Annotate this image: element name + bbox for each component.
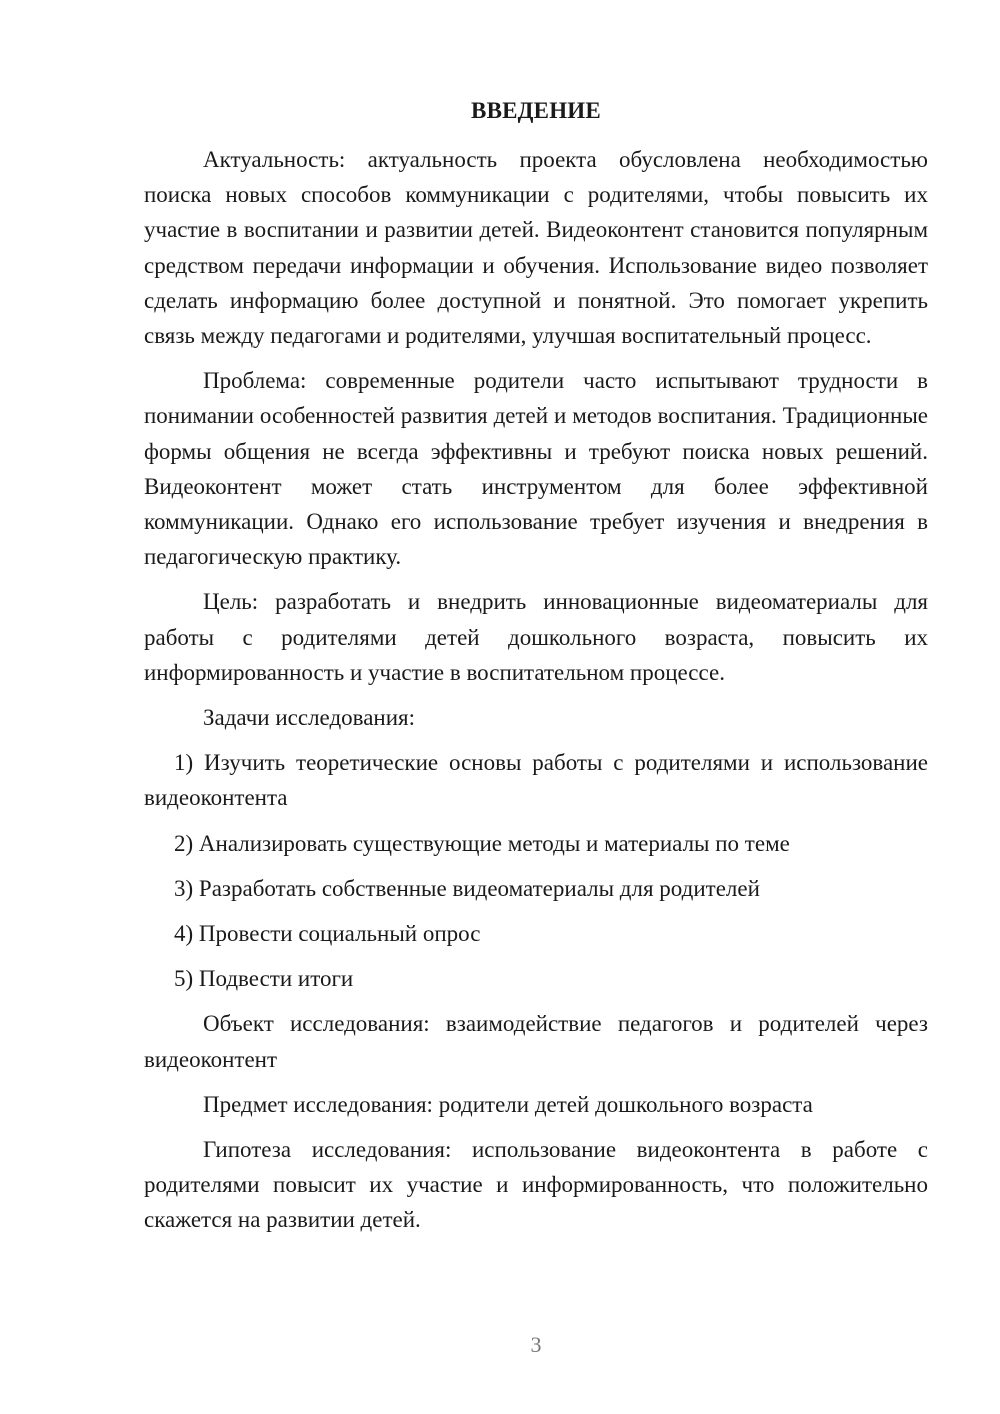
task-item-4: 4) Провести социальный опрос — [174, 921, 481, 947]
page-heading: ВВЕДЕНИЕ — [471, 98, 601, 123]
task-item-1: 1) Изучить теоретические основы работы с родителями и использование видеоконтента — [144, 750, 928, 811]
task-item-3: 3) Разработать собственные видеоматериалы для родителей — [174, 875, 760, 901]
paragraph-object: Объект исследования: взаимодействие педагогов и родителей через видеоконтент — [144, 1011, 928, 1072]
document-body — [144, 142, 928, 1248]
paragraph-problem: Проблема: современные родители часто испытывают трудности в понимании особенностей развития детей и методов воспитания. Традиционные формы общения не всегда эффективны и требуют поиска новых решений. Видеоконтент может стать инструментом для более эффективной коммуникации. Однако его использование требует изучения и внедрения в педагогическую практику. — [144, 368, 928, 570]
paragraph-hypothesis: Гипотеза исследования: использование видеоконтента в работе с родителями повысит их участие и информированность, что положительно скажется на развитии детей. — [144, 1137, 928, 1233]
paragraph-subject: Предмет исследования: родители детей дошкольного возраста — [203, 1091, 813, 1117]
tasks-title: Задачи исследования: — [203, 705, 416, 731]
paragraph-relevance: Актуальность: актуальность проекта обусловлена необходимостью поиска новых способов коммуникации с родителями, чтобы повысить их участие в воспитании и развитии детей. Видеоконтент становится популярным средством передачи информации и обучения. Использование видео позволяет сделать информацию более доступной и понятной. Это помогает укрепить связь между педагогами и родителями, улучшая воспитательный процесс. — [144, 147, 928, 349]
paragraph-goal: Цель: разработать и внедрить инновационные видеоматериалы для работы с родителями детей дошкольного возраста, повысить их информированность и участие в воспитательном процессе. — [144, 589, 928, 685]
task-item-5: 5) Подвести итоги — [174, 966, 354, 992]
task-item-2: 2) Анализировать существующие методы и материалы по теме — [174, 830, 790, 856]
page-number: 3 — [530, 1332, 542, 1357]
